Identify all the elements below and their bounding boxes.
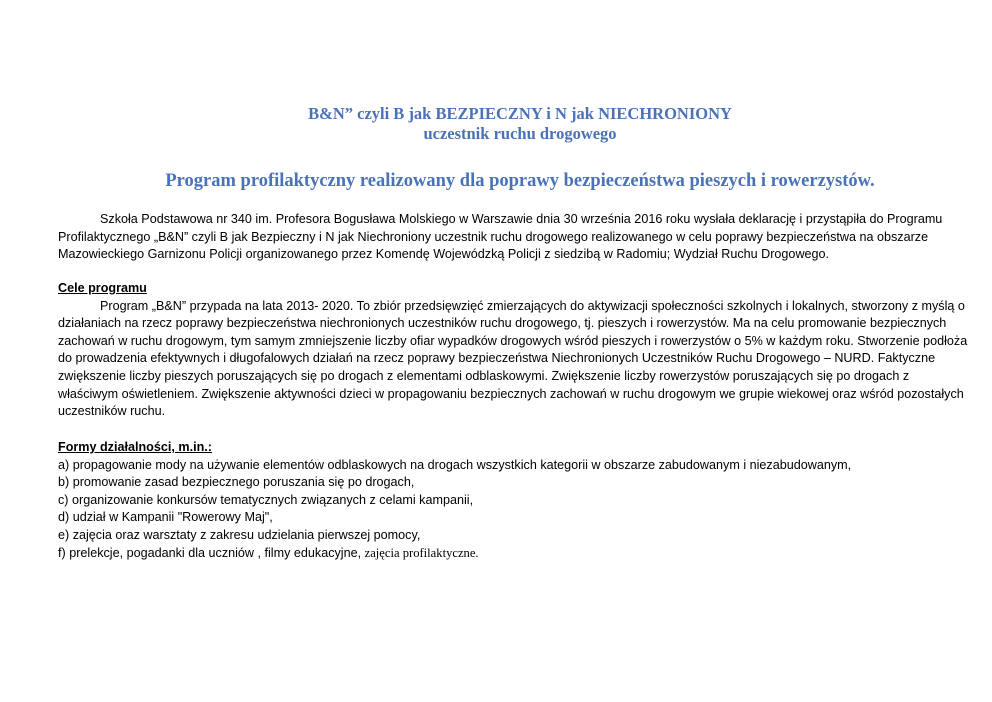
list-item: e) zajęcia oraz warsztaty z zakresu udzielania pierwszej pomocy, (58, 527, 421, 542)
forms-section (58, 439, 968, 562)
goals-section (58, 280, 968, 421)
list-item-last (58, 545, 968, 563)
list-item: b) promowanie zasad bezpiecznego poruszania się po drogach, (58, 475, 415, 490)
list-item-last-start: f) prelekcje, pogadanki dla uczniów , filmy edukacyjne, (58, 545, 365, 560)
goals-heading: Cele programu (58, 281, 147, 295)
list-item: c) organizowanie konkursów tematycznych związanych z celami kampanii, (58, 492, 474, 507)
intro-paragraph: Szkoła Podstawowa nr 340 im. Profesora Bogusława Molskiego w Warszawie dnia 30 września 2016 roku wysłała deklarację i przystąpiła do Programu Profilaktycznego „B&N” czyli B jak Bezpieczny i N jak Niechroniony uczestnik ruchu drogowego realizowanego w celu poprawy bezpieczeństwa na obszarze Mazowieckiego Garnizonu Policji organizowanego przez Komendę Wojewódzką Policji z siedzibą w Radomiu; Wydział Ruchu Drogowego. (58, 212, 943, 262)
title-line-1: B&N” czyli B jak BEZPIECZNY i N jak NIECHRONIONY (308, 104, 732, 123)
forms-heading: Formy działalności, m.in.: (58, 440, 212, 454)
intro-section (58, 211, 968, 264)
goals-paragraph: Program „B&N” przypada na lata 2013- 2020. To zbiór przedsięwzięć zmierzających do aktywizacji społeczności szkolnych i lokalnych, stworzony z myślą o działaniach na rzecz poprawy bezpieczeństwa niechronionych uczestników ruchu drogowego, tj. pieszych i rowerzystów. Ma na celu promowanie bezpiecznych zachowań w ruchu drogowym, tym samym zmniejszenie liczby ofiar wypadków drogowych wśród pieszych i rowerzystów o 5% w każdym roku. Stworzenie podłoża do prowadzenia efektywnych i długofalowych działań na rzecz poprawy bezpieczeństwa Niechronionych Uczestników Ruchu Drogowego – NURD. Faktyczne zwiększenie liczby pieszych poruszających się po drogach z elementami odblaskowymi. Zwiększenie liczby rowerzystów poruszających się po drogach z właściwym oświetleniem. Zwiększenie aktywności dzieci w propagowaniu bezpiecznych zachowań w ruchu drogowym we grupie wiekowej oraz wśród pozostałych uczestników ruchu. (58, 298, 968, 419)
list-item: d) udział w Kampanii "Rowerowy Maj", (58, 510, 273, 525)
title-line-2: uczestnik ruchu drogowego (423, 124, 617, 143)
list-item-last-end: zajęcia profilaktyczne. (364, 545, 479, 560)
list-item: a) propagowanie mody na używanie elementów odblaskowych na drogach wszystkich kategorii w obszarze zabudowanym i niezabudowanym, (58, 457, 852, 472)
subtitle: Program profilaktyczny realizowany dla poprawy bezpieczeństwa pieszych i rowerzystów. (165, 171, 875, 191)
